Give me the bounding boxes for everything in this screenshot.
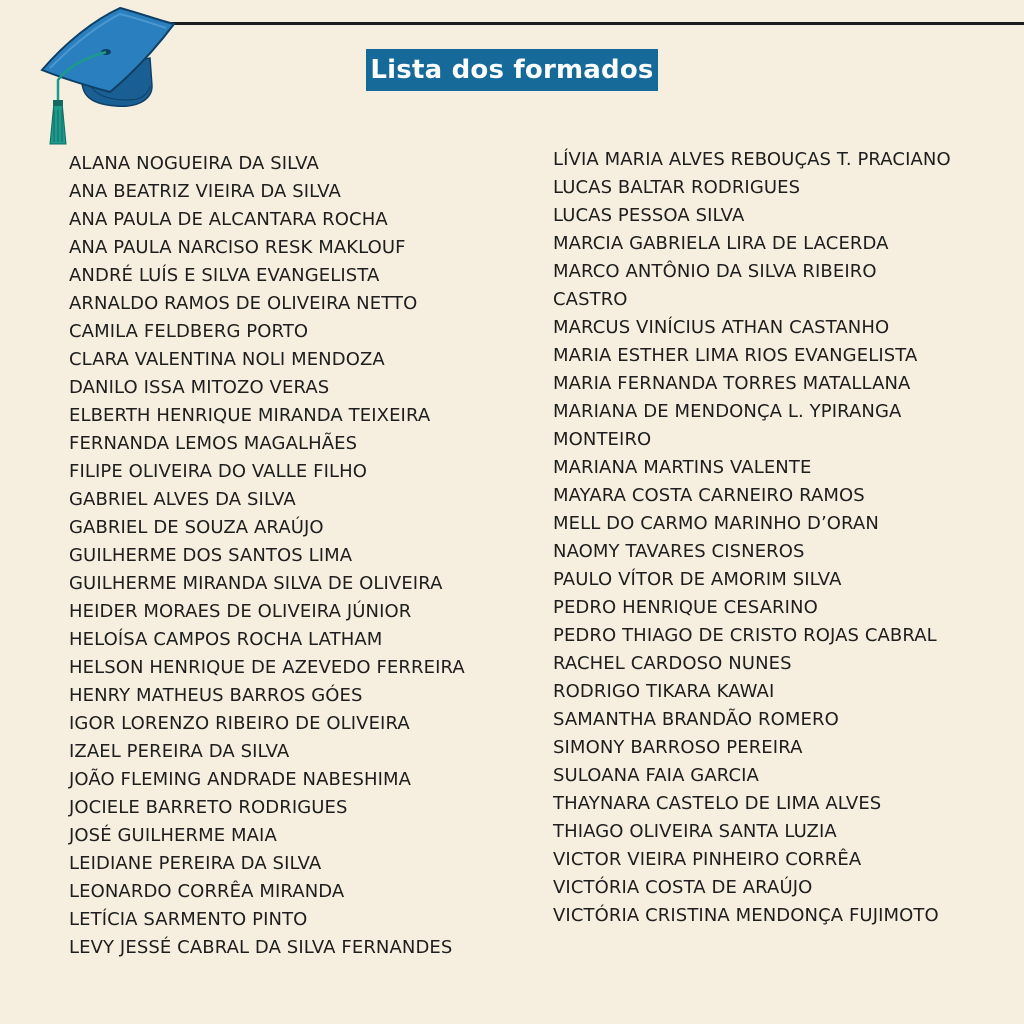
graduate-name: THIAGO OLIVEIRA SANTA LUZIA <box>553 821 837 842</box>
graduate-name: MARIA ESTHER LIMA RIOS EVANGELISTA <box>553 345 918 366</box>
graduate-name: HELOÍSA CAMPOS ROCHA LATHAM <box>69 629 383 650</box>
graduate-name: NAOMY TAVARES CISNEROS <box>553 541 805 562</box>
graduate-name: CLARA VALENTINA NOLI MENDOZA <box>69 349 385 370</box>
graduate-name: RACHEL CARDOSO NUNES <box>553 653 792 674</box>
graduate-name: FERNANDA LEMOS MAGALHÃES <box>69 433 358 454</box>
graduate-name: ANDRÉ LUÍS E SILVA EVANGELISTA <box>69 265 380 286</box>
graduate-name: LEIDIANE PEREIRA DA SILVA <box>69 853 322 874</box>
graduate-name: RODRIGO TIKARA KAWAI <box>553 681 775 702</box>
graduate-name: SIMONY BARROSO PEREIRA <box>553 737 803 758</box>
graduate-name: ANA PAULA NARCISO RESK MAKLOUF <box>69 237 406 258</box>
graduate-name: SAMANTHA BRANDÃO ROMERO <box>553 709 839 730</box>
graduate-name: JOÃO FLEMING ANDRADE NABESHIMA <box>69 769 412 790</box>
graduate-name: MARCUS VINÍCIUS ATHAN CASTANHO <box>553 317 890 338</box>
graduate-name: MARIANA DE MENDONÇA L. YPIRANGA <box>553 401 902 422</box>
graduate-name: HEIDER MORAES DE OLIVEIRA JÚNIOR <box>69 601 412 622</box>
graduate-name: VICTOR VIEIRA PINHEIRO CORRÊA <box>553 849 862 870</box>
graduate-name: MONTEIRO <box>553 429 652 450</box>
graduate-name: ANA BEATRIZ VIEIRA DA SILVA <box>69 181 341 202</box>
graduate-name: FILIPE OLIVEIRA DO VALLE FILHO <box>69 461 368 482</box>
graduate-name: ALANA NOGUEIRA DA SILVA <box>69 153 319 174</box>
graduate-name: MAYARA COSTA CARNEIRO RAMOS <box>553 485 865 506</box>
graduate-name: GABRIEL DE SOUZA ARAÚJO <box>69 517 324 538</box>
graduate-name: PAULO VÍTOR DE AMORIM SILVA <box>553 569 842 590</box>
graduates-list-right <box>553 146 993 930</box>
title-banner <box>366 49 658 91</box>
graduate-name: LÍVIA MARIA ALVES REBOUÇAS T. PRACIANO <box>553 149 951 170</box>
graduate-name: LEVY JESSÉ CABRAL DA SILVA FERNANDES <box>69 937 453 958</box>
graduate-name: ANA PAULA DE ALCANTARA ROCHA <box>69 209 388 230</box>
graduate-name: VICTÓRIA CRISTINA MENDONÇA FUJIMOTO <box>553 905 939 926</box>
graduate-name: IGOR LORENZO RIBEIRO DE OLIVEIRA <box>69 713 410 734</box>
graduate-name: MARCIA GABRIELA LIRA DE LACERDA <box>553 233 889 254</box>
graduate-name: ELBERTH HENRIQUE MIRANDA TEIXEIRA <box>69 405 431 426</box>
graduate-name: LEONARDO CORRÊA MIRANDA <box>69 881 345 902</box>
graduate-name: HELSON HENRIQUE DE AZEVEDO FERREIRA <box>69 657 465 678</box>
graduate-name: ARNALDO RAMOS DE OLIVEIRA NETTO <box>69 293 418 314</box>
graduate-name: MARIANA MARTINS VALENTE <box>553 457 812 478</box>
graduate-name: JOSÉ GUILHERME MAIA <box>69 825 277 846</box>
graduate-name: MELL DO CARMO MARINHO D’ORAN <box>553 513 879 534</box>
top-divider-line <box>118 22 1024 25</box>
graduate-name: VICTÓRIA COSTA DE ARAÚJO <box>553 877 813 898</box>
graduate-name: GUILHERME MIRANDA SILVA DE OLIVEIRA <box>69 573 443 594</box>
graduates-list-left <box>69 150 529 962</box>
graduate-name: THAYNARA CASTELO DE LIMA ALVES <box>553 793 882 814</box>
graduate-name: PEDRO THIAGO DE CRISTO ROJAS CABRAL <box>553 625 937 646</box>
graduate-name: LUCAS PESSOA SILVA <box>553 205 745 226</box>
graduate-name: JOCIELE BARRETO RODRIGUES <box>69 797 348 818</box>
graduate-name: HENRY MATHEUS BARROS GÓES <box>69 685 363 706</box>
graduate-name: PEDRO HENRIQUE CESARINO <box>553 597 818 618</box>
graduate-name: LETÍCIA SARMENTO PINTO <box>69 909 308 930</box>
graduate-name: LUCAS BALTAR RODRIGUES <box>553 177 801 198</box>
graduate-name: CASTRO <box>553 289 628 310</box>
graduate-name: GABRIEL ALVES DA SILVA <box>69 489 296 510</box>
graduate-name: SULOANA FAIA GARCIA <box>553 765 759 786</box>
graduate-name: MARIA FERNANDA TORRES MATALLANA <box>553 373 911 394</box>
page-title: Lista dos formados <box>370 55 654 85</box>
graduate-name: DANILO ISSA MITOZO VERAS <box>69 377 330 398</box>
graduate-name: CAMILA FELDBERG PORTO <box>69 321 309 342</box>
graduate-name: IZAEL PEREIRA DA SILVA <box>69 741 290 762</box>
graduate-name: GUILHERME DOS SANTOS LIMA <box>69 545 353 566</box>
graduation-cap-icon <box>36 2 180 148</box>
graduate-name: MARCO ANTÔNIO DA SILVA RIBEIRO <box>553 261 877 282</box>
